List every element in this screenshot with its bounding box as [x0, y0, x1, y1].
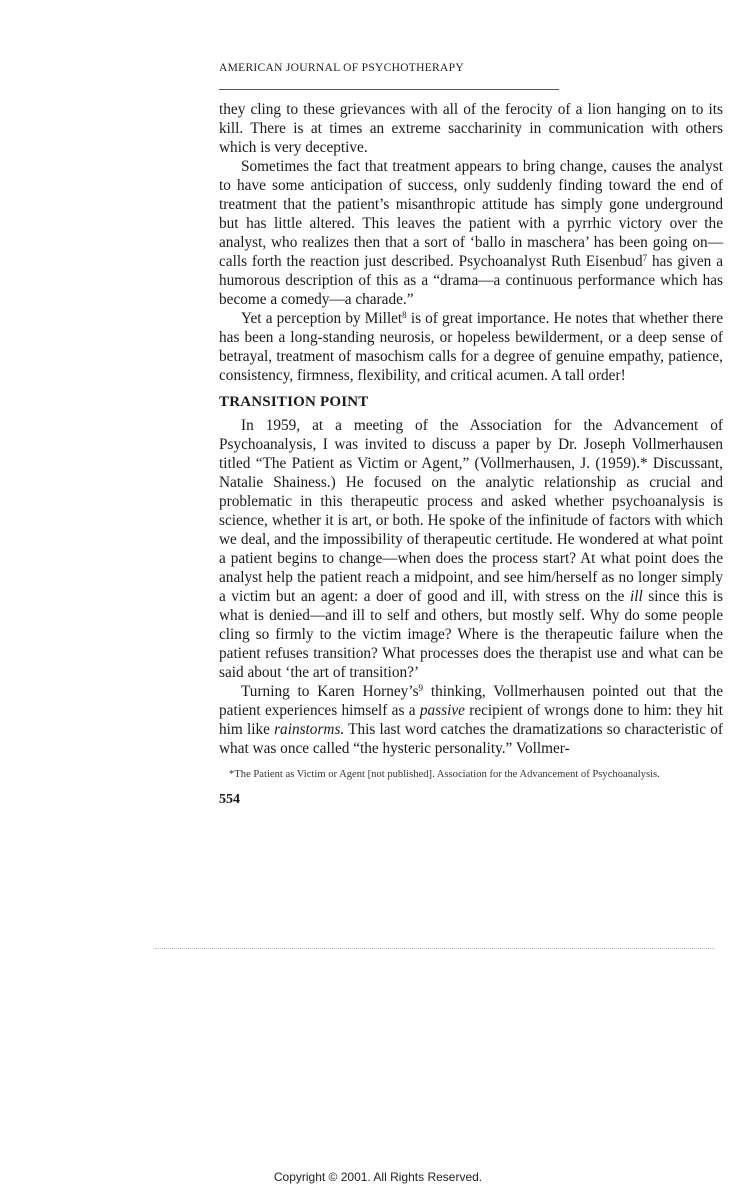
paragraph-2 [219, 157, 723, 309]
paragraph-4-text-a: In 1959, at a meeting of the Association for the Advancement of Psychoanalysis, I was invited to discuss a paper by Dr. Joseph Vollmerhausen titled “The Patient as Victim or Agent,” (Vollmerhausen, J. (1959).* Discussant, Natalie Shainess.) He focused on the analytic relationship as crucial and problematic in this therapeutic process and asked whether psychoanalysis is science, whether it is art, or both. He spoke of the infinitude of factors with which we deal, and the impossibility of therapeutic certitude. He wondered at what point a patient begins to change—when does the process start? At what point does the analyst help the patient reach a midpoint, and see him/herself as no longer simply a victim but an agent: a doer of good and ill, with stress on the [219, 417, 723, 605]
paragraph-3 [219, 309, 723, 385]
scan-artifact-line [155, 948, 715, 949]
paragraph-4-text-b: since this is what is denied—and ill to self and others, but mostly self. Why do some people cling so firmly to the victim image? Where is the therapeutic failure when the patient refuses transition? What processes does the therapist use and what can be said about ‘the art of transition?’ [219, 588, 723, 681]
paragraph-1: they cling to these grievances with all of the ferocity of a lion hanging on to its kill. There is at times an extreme saccharinity in communication with others which is very deceptive. [219, 101, 723, 156]
running-head: AMERICAN JOURNAL OF PSYCHOTHERAPY [219, 62, 464, 74]
paragraph-4 [219, 416, 723, 682]
page-number: 554 [219, 791, 240, 807]
footnote-ref-8: 8 [402, 310, 407, 320]
footnote: *The Patient as Victim or Agent [not published]. Association for the Advancement of Psychoanalysis. [229, 769, 660, 780]
paragraph-5-emphasis-passive: passive [419, 702, 465, 719]
paragraph-3-text-b: is of great importance. He notes that whether there has been a long-standing neurosis, or hopeless bewilderment, or a deep sense of betrayal, treatment of masochism calls for a degree of genuine empathy, patience, consistency, firmness, flexibility, and critical acumen. A tall order! [219, 310, 724, 384]
footnote-ref-7: 7 [642, 253, 648, 263]
article-body [219, 100, 723, 809]
paragraph-5-text-a: Turning to Karen Horney’s [241, 683, 419, 700]
paragraph-2-text-a: Sometimes the fact that treatment appears to bring change, causes the analyst to have some anticipation of success, only suddenly finding toward the end of treatment that the patient’s misanthropic attitude has simply gone underground but has little altered. This leaves the patient with a pyrrhic victory over the analyst, who realizes then that a sort of ‘ballo in maschera’ has been going on—calls forth the reaction just described. Psychoanalyst Ruth Eisenbud [219, 158, 723, 270]
paragraph-5 [219, 682, 723, 758]
copyright-notice: Copyright © 2001. All Rights Reserved. [273, 1170, 483, 1184]
section-heading: TRANSITION POINT [219, 394, 369, 410]
paragraph-4-emphasis: ill [629, 588, 643, 605]
paragraph-2-text-b: has given a humorous description of this as a “drama—a continuous performance which has become a comedy—a charade.” [219, 253, 723, 308]
header-rule [219, 89, 559, 90]
paragraph-5-text-c: recipient of wrongs done to him: they hit him like [219, 702, 723, 738]
paragraph-3-text-a: Yet a perception by Millet [241, 310, 403, 327]
paragraph-5-text-d: This last word catches the dramatizations so characteristic of what was once called “the hysteric personality.” Vollmer- [219, 721, 723, 757]
paragraph-5-emphasis-rainstorms: rainstorms. [274, 721, 345, 738]
footnote-ref-9: 9 [418, 683, 424, 693]
paragraph-5-text-b: thinking, Vollmerhausen pointed out that the patient experiences himself as a [219, 683, 723, 719]
